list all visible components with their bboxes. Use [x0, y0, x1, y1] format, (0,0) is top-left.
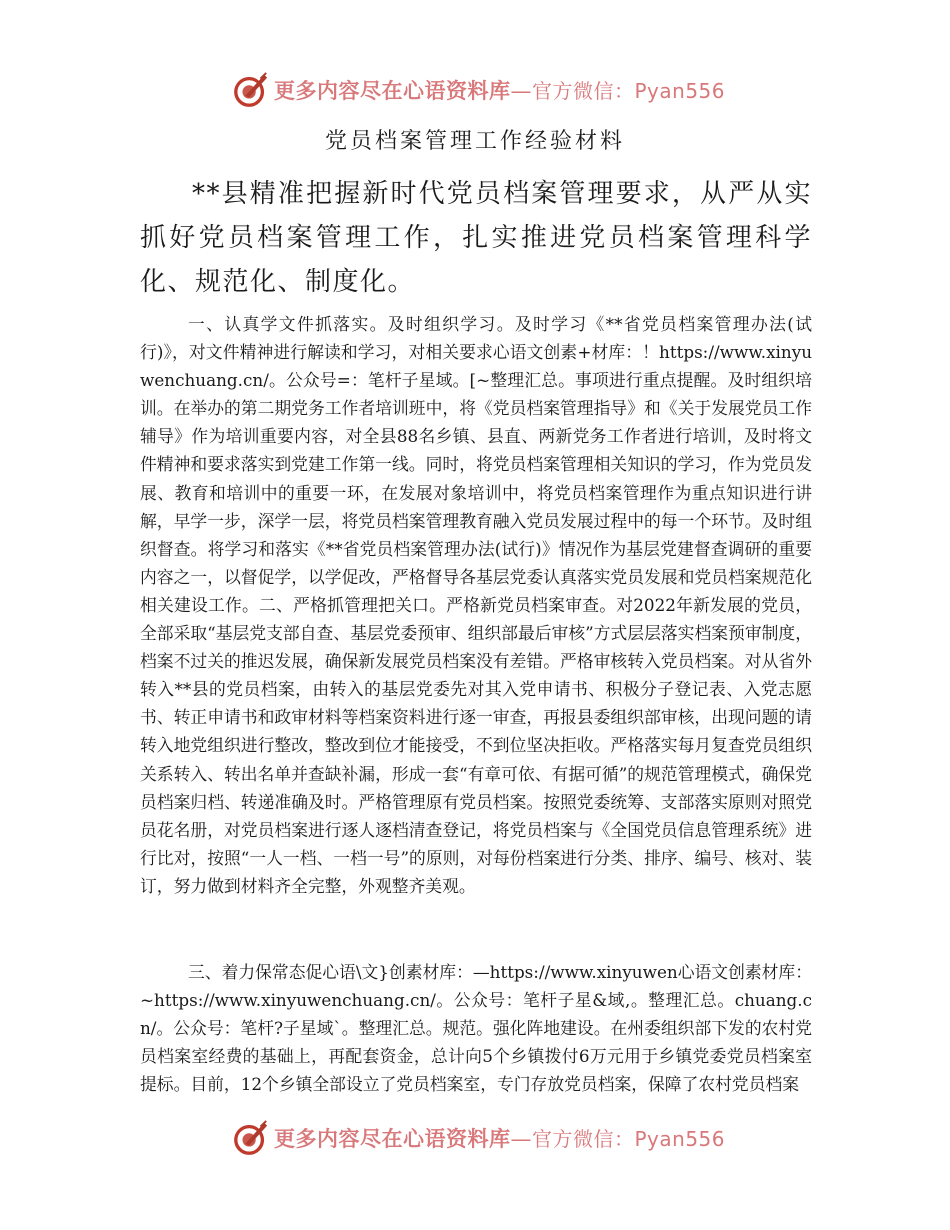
watermark-text	[274, 1123, 725, 1153]
lead-paragraph: **县精准把握新时代党员档案管理要求，从严从实抓好党员档案管理工作，扎实推进党员档案管理科学化、规范化、制度化。	[140, 179, 812, 297]
watermark-banner-bottom	[232, 1118, 732, 1158]
watermark-text	[274, 75, 725, 105]
document-title: 党员档案管理工作经验材料	[324, 129, 625, 154]
quill-logo-icon	[232, 1119, 270, 1157]
watermark-slogan: 更多内容尽在心语资料库	[274, 79, 511, 103]
watermark-banner-top	[232, 70, 732, 110]
watermark-dash: —	[510, 79, 532, 103]
quill-logo-icon	[232, 71, 270, 109]
body-paragraph: 一、认真学文件抓落实。及时组织学习。及时学习《**省党员档案管理办法(试行)》，对文件精神进行解读和学习，对相关要求心语文创素+材库：！https://www.xinyuwenchuang.cn/。公众号=：笔杆子星域。[~整理汇总。事项进行重点提醒。及时组织培训。在举办的第二期党务工作者培训班中，将《党员档案管理指导》和《关于发展党员工作辅导》作为培训重要内容，对全县88名乡镇、县直、两新党务工作者进行培训，及时将文件精神和要求落实到党建工作第一线。同时，将党员档案管理相关知识的学习，作为党员发展、教育和培训中的重要一环，在发展对象培训中，将党员档案管理作为重点知识进行讲解，早学一步，深学一层，将党员档案管理教育融入党员发展过程中的每一个环节。及时组织督查。将学习和落实《**省党员档案管理办法(试行)》情况作为基层党建督查调研的重要内容之一，以督促学，以学促改，严格督导各基层党委认真落实党员发展和党员档案规范化相关建设工作。二、严格抓管理把关口。严格新党员档案审查。对2022年新发展的党员，全部采取“基层党支部自查、基层党委预审、组织部最后审核”方式层层落实档案预审制度，档案不过关的推迟发展，确保新发展党员档案没有差错。严格审核转入党员档案。对从省外转入**县的党员档案，由转入的基层党委先对其入党申请书、积极分子登记表、入党志愿书、转正申请书和政审材料等档案资料进行逐一审查，再报县委组织部审核，出现问题的请转入地党组织进行整改，整改到位才能接受，不到位坚决拒收。严格落实每月复查党员组织关系转入、转出名单并查缺补漏，形成一套“有章可依、有据可循”的规范管理模式，确保党员档案归档、转递准确及时。严格管理原有党员档案。按照党委统筹、支部落实原则对照党员花名册，对党员档案进行逐人逐档清查登记，将党员档案与《全国党员信息管理系统》进行比对，按照“一人一档、一档一号”的原则，对每份档案进行分类、排序、编号、核对、装订，努力做到材料齐全完整，外观整齐美观。	[140, 314, 812, 896]
watermark-dash: —	[510, 1127, 532, 1151]
watermark-wechat: 官方微信：Pyan556	[532, 79, 726, 103]
watermark-wechat: 官方微信：Pyan556	[532, 1127, 726, 1151]
body-paragraph: 三、着力保常态促心语\文}创素材库：—https://www.xinyuwen心语文创素材库：~https://www.xinyuwenchuang.cn/。公众号：笔杆子星&域,。整理汇总。chuang.cn/。公众号：笔杆?子星域`。整理汇总。规范。强化阵地建设。在州委组织部下发的农村党员档案室经费的基础上，再配套资金，总计向5个乡镇拨付6万元用于乡镇党委党员档案室提标。目前，12个乡镇全部设立了党员档案室，专门存放党员档案，保障了农村党员档案	[140, 962, 812, 1095]
watermark-slogan: 更多内容尽在心语资料库	[274, 1127, 511, 1151]
